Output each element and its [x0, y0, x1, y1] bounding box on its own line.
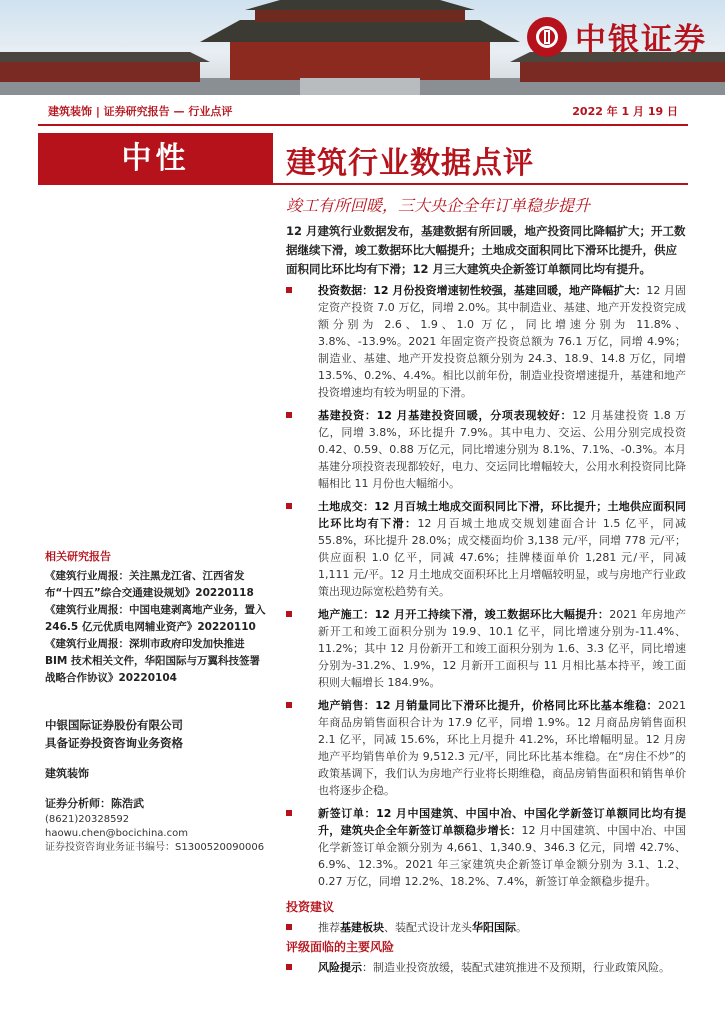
brand-logo	[527, 14, 707, 59]
bullet-infrastructure	[286, 407, 686, 492]
bullet-heading: 基建投资：12 月基建投资回暖，分项表现较好：	[318, 409, 573, 422]
bullet-icon	[286, 924, 292, 930]
bullet-icon	[286, 702, 292, 708]
bullet-body: 2021 年房地产新开工和竣工面积分别为 19.9、10.1 亿平，同比增速分别为-11.4%、11.2%；其中 12 月份新开工和竣工面积分别为 1.6、3.3 亿平，同比增速分别为-31.2%、1.9%，12 月新开工面积与 11 月相比基本持平，竣工面积则大幅增长 184.9%。	[318, 608, 687, 689]
bullet-body: 2021 年商品房销售面积合计为 17.9 亿平，同增 1.9%。12 月商品房销售面积 2.1 亿平，同减 15.6%，环比上月提升 41.2%，环比增幅明显。12 月房地产平均销售单价为 9,512.3 元/平，同比环比基本维稳。在“房住不炒”的政策基调下，我们认为房地产行业将长期维稳，商品房销售面积和销售单价也将逐步企稳。	[318, 699, 686, 797]
bullet-investment-data	[286, 282, 686, 401]
bullet-heading: 地产销售：12 月销量同比下滑环比提升，价格同比环比基本维稳：	[318, 699, 658, 712]
bullet-icon	[286, 810, 292, 816]
company-info	[45, 716, 270, 752]
related-item[interactable]: 《建筑行业周报：中国电建剥离地产业务，置入 246.5 亿元优质电网辅业资产》20220110	[45, 604, 266, 633]
bullet-new-orders	[286, 805, 686, 890]
advice-text-c: 、装配式设计龙头	[384, 921, 472, 934]
bullet-body: 12 月中国建筑、中国中冶、中国化学新签订单金额分别为 4,661、1,340.9、346.3 亿元，同增 42.7%、6.9%、12.3%。2021 年三家建筑央企新签订单金额分别为 3.1、1.2、0.27 万亿，同增 12.2%、18.2%、7.4%，新签订单金额稳步提升。	[318, 824, 686, 888]
bullet-body: 12 月固定资产投资 7.0 万亿，同增 2.0%。其中制造业、基建、地产开发投资完成额分别为 2.6、1.9、1.0 万亿，同比增速分别为 11.8%、3.8%、-13.9%。2021 年固定资产投资总额为 76.1 万亿，同增 4.9%；制造业、基建、地产开发投资总额分别为 24.3、18.9、14.8 万亿，同增 13.5%、0.2%、4.4%。相比以前年份，制造业投资增速提升，基建和地产投资增速均有较为明显的下滑。	[318, 284, 687, 399]
header-banner	[0, 0, 725, 95]
brand-name: 中银证券	[575, 22, 707, 58]
bullet-property-sales	[286, 697, 686, 799]
advice-sector: 基建板块	[340, 921, 384, 934]
related-item[interactable]: 《建筑行业周报：关注黑龙江省、江西省发布“十四五”综合交通建设规划》20220118	[45, 570, 254, 599]
report-date: 2022 年 1 月 19 日	[572, 105, 678, 118]
analyst-email[interactable]: haowu.chen@bocichina.com	[45, 828, 188, 839]
bullet-icon	[286, 964, 292, 970]
advice-text-a: 推荐	[318, 921, 340, 934]
report-category: 建筑装饰 | 证券研究报告 — 行业点评	[48, 105, 233, 118]
analyst-info	[45, 765, 270, 855]
investment-heading: 投资建议	[286, 900, 335, 914]
report-meta-bar	[38, 100, 688, 126]
investment-advice	[286, 919, 686, 936]
boc-logo-icon	[527, 17, 567, 57]
bullet-property-construction	[286, 606, 686, 691]
bullet-land-transactions	[286, 498, 686, 600]
risk-heading: 评级面临的主要风险	[286, 940, 395, 954]
bullet-heading: 新签订单：12 月中国建筑、中国中冶、中国化学新签订单额同比均有提升，建筑央企全年新签订单额稳步增长：	[318, 807, 686, 837]
bullet-heading: 土地成交：12 月百城土地成交面积同比下滑，环比提升；土地供应面积同比环比均有下滑：	[318, 500, 686, 530]
bullet-icon	[286, 412, 292, 418]
risk-text: ：制造业投资放缓，装配式建筑推进不及预期，行业政策风险。	[362, 961, 670, 974]
related-item[interactable]: 《建筑行业周报：深圳市政府印发加快推进 BIM 技术相关文件，华阳国际与万翼科技签署战略合作协议》20220104	[45, 638, 261, 684]
bullet-body: 12 月百城土地成交规划建面合计 1.5 亿平，同减 55.8%，环比提升 28.0%；成交楼面均价 3,138 元/平，同增 778 元/平；供应面积 1.0 亿平，同减 47.6%；挂牌楼面单价 1,281 元/平，同减 1,111 元/平。12 月土地成交面积环比上月增幅较明显，或与房地产行业政策出现边际宽松趋势有关。	[318, 517, 686, 598]
report-summary: 12 月建筑行业数据发布，基建数据有所回暖，地产投资同比降幅扩大；开工数据继续下滑，竣工数据环比大幅提升；土地成交面积同比下滑环比提升，供应面积同比环比均有下滑；12 月三大建筑央企新签订单额同比均有提升。	[286, 224, 686, 276]
rating-badge: 中性	[38, 133, 273, 185]
analyst-sector: 建筑装饰	[45, 767, 89, 780]
bullet-icon	[286, 287, 292, 293]
risk-label: 风险提示	[318, 961, 362, 974]
bullet-icon	[286, 611, 292, 617]
title-divider	[273, 183, 688, 185]
report-title: 建筑行业数据点评	[286, 146, 534, 181]
main-content	[286, 282, 686, 982]
related-research	[45, 548, 270, 687]
analyst-license: 证券投资咨询业务证书编号：S1300520090006	[45, 842, 265, 853]
bullet-icon	[286, 503, 292, 509]
bullet-heading: 地产施工：12 月开工持续下滑，竣工数据环比大幅提升：	[318, 608, 610, 621]
company-name: 中银国际证券股份有限公司	[45, 718, 183, 732]
bullet-body: 12 月基建投资 1.8 万亿，同增 3.8%，环比提升 7.9%。其中电力、交运、公用分别完成投资 0.42、0.59、0.88 万亿元，同比增速分别为 8.1%、7.1%、-0.3%。本月基建分项投资表现都较好，电力、交运同比增幅较大，公用水利投资同比降幅相比 11 月份也大幅缩小。	[318, 409, 687, 490]
advice-company: 华阳国际	[472, 921, 516, 934]
advice-text-e: 。	[516, 921, 527, 934]
related-heading: 相关研究报告	[45, 550, 111, 563]
analyst-name: 证券分析师：陈浩武	[45, 797, 144, 810]
risk-note	[286, 959, 686, 976]
bullet-heading: 投资数据：12 月份投资增速韧性较强，基建回暖，地产降幅扩大：	[318, 284, 647, 297]
report-subtitle: 竣工有所回暖，三大央企全年订单稳步提升	[286, 196, 591, 215]
analyst-phone: (8621)20328592	[45, 814, 130, 825]
qualification: 具备证券投资咨询业务资格	[45, 736, 183, 750]
